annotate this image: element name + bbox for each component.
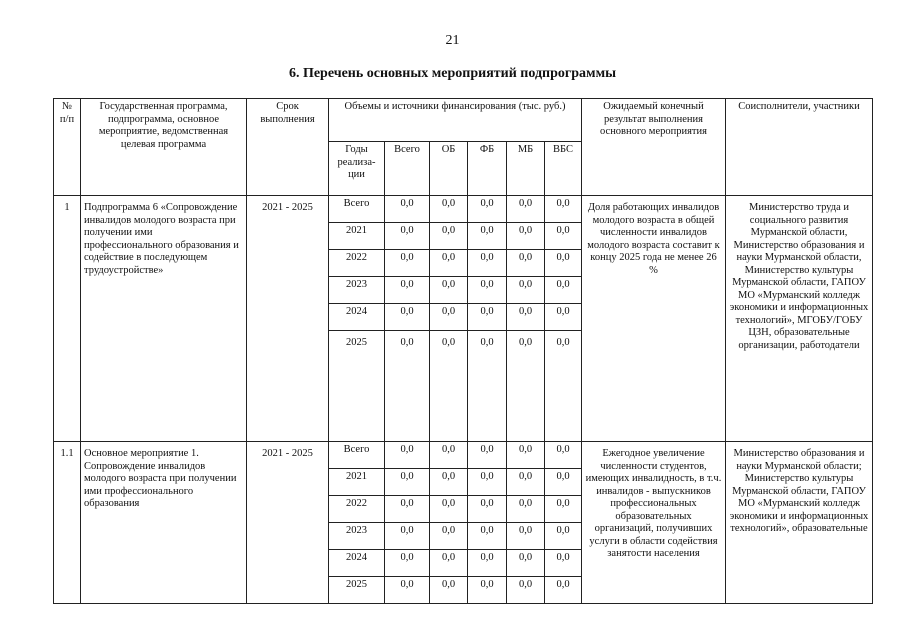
vbs-cell: 0,0 (545, 331, 582, 442)
row-program: Подпрограмма 6 «Сопровождение инвалидов молодого возраста при получении ими профессионального образования и содействие в последующем трудоустройстве» (81, 196, 247, 442)
year-cell: 2023 (329, 277, 385, 304)
year-cell: Всего (329, 442, 385, 469)
page-number: 21 (445, 33, 460, 48)
ob-cell: 0,0 (430, 469, 468, 496)
subheader-fb: ФБ (468, 142, 507, 196)
fb-cell: 0,0 (468, 196, 507, 223)
year-cell: 2025 (329, 577, 385, 604)
ob-cell: 0,0 (430, 496, 468, 523)
vbs-cell: 0,0 (545, 496, 582, 523)
year-cell: Всего (329, 196, 385, 223)
total-cell: 0,0 (385, 496, 430, 523)
mb-cell: 0,0 (507, 277, 545, 304)
fb-cell: 0,0 (468, 523, 507, 550)
header-funding: Объемы и источники финансирования (тыс. руб.) (329, 99, 582, 142)
mb-cell: 0,0 (507, 577, 545, 604)
ob-cell: 0,0 (430, 196, 468, 223)
table-row (54, 196, 873, 223)
subheader-mb: МБ (507, 142, 545, 196)
activities-table (53, 98, 873, 604)
vbs-cell: 0,0 (545, 469, 582, 496)
fb-cell: 0,0 (468, 577, 507, 604)
row-executors: Министерство образования и науки Мурманской области; Министерство культуры Мурманской области, ГАПОУ МО «Мурманский колледж экономики и информационных технологий», образовательные (726, 442, 873, 604)
fb-cell: 0,0 (468, 331, 507, 442)
subheader-years: Годы реализа-ции (329, 142, 385, 196)
year-cell: 2022 (329, 496, 385, 523)
header-term: Срок выполнения (247, 99, 329, 196)
fb-cell: 0,0 (468, 469, 507, 496)
subheader-vbs: ВБС (545, 142, 582, 196)
year-cell: 2024 (329, 550, 385, 577)
total-cell: 0,0 (385, 523, 430, 550)
mb-cell: 0,0 (507, 469, 545, 496)
ob-cell: 0,0 (430, 223, 468, 250)
row-result: Доля работающих инвалидов молодого возраста в общей численности инвалидов молодого возраста составит к концу 2025 года не менее 26 % (582, 196, 726, 442)
mb-cell: 0,0 (507, 523, 545, 550)
ob-cell: 0,0 (430, 550, 468, 577)
vbs-cell: 0,0 (545, 577, 582, 604)
row-term: 2021 - 2025 (247, 196, 329, 442)
row-executors: Министерство труда и социального развития Мурманской области, Министерство образования и науки Мурманской области, Министерство культуры Мурманской области, ГАПОУ МО «Мурманский колледж экономики и информационных технологий», МГОБУ/ГОБУ ЦЗН, образовательные организации, работодатели (726, 196, 873, 442)
mb-cell: 0,0 (507, 196, 545, 223)
total-cell: 0,0 (385, 331, 430, 442)
total-cell: 0,0 (385, 442, 430, 469)
total-cell: 0,0 (385, 196, 430, 223)
table-row (54, 442, 873, 469)
row-number: 1.1 (54, 442, 81, 604)
mb-cell: 0,0 (507, 250, 545, 277)
vbs-cell: 0,0 (545, 223, 582, 250)
vbs-cell: 0,0 (545, 550, 582, 577)
ob-cell: 0,0 (430, 304, 468, 331)
header-executors: Соисполнители, участники (726, 99, 873, 196)
year-cell: 2021 (329, 469, 385, 496)
vbs-cell: 0,0 (545, 304, 582, 331)
header-num: № п/п (54, 99, 81, 196)
total-cell: 0,0 (385, 577, 430, 604)
total-cell: 0,0 (385, 277, 430, 304)
mb-cell: 0,0 (507, 331, 545, 442)
section-title: 6. Перечень основных мероприятий подпрограммы (288, 66, 617, 81)
fb-cell: 0,0 (468, 250, 507, 277)
subheader-ob: ОБ (430, 142, 468, 196)
vbs-cell: 0,0 (545, 523, 582, 550)
vbs-cell: 0,0 (545, 442, 582, 469)
ob-cell: 0,0 (430, 523, 468, 550)
year-cell: 2025 (329, 331, 385, 442)
ob-cell: 0,0 (430, 277, 468, 304)
year-cell: 2022 (329, 250, 385, 277)
mb-cell: 0,0 (507, 496, 545, 523)
row-term: 2021 - 2025 (247, 442, 329, 604)
mb-cell: 0,0 (507, 304, 545, 331)
subheader-total: Всего (385, 142, 430, 196)
fb-cell: 0,0 (468, 304, 507, 331)
header-row (54, 99, 873, 142)
year-cell: 2024 (329, 304, 385, 331)
header-program: Государственная программа, подпрограмма, основное мероприятие, ведомственная целевая программа (81, 99, 247, 196)
year-cell: 2023 (329, 523, 385, 550)
total-cell: 0,0 (385, 550, 430, 577)
fb-cell: 0,0 (468, 223, 507, 250)
total-cell: 0,0 (385, 469, 430, 496)
total-cell: 0,0 (385, 250, 430, 277)
mb-cell: 0,0 (507, 550, 545, 577)
total-cell: 0,0 (385, 223, 430, 250)
row-result: Ежегодное увеличение численности студентов, имеющих инвалидность, в т.ч. инвалидов - выпускников профессиональных образовательных организаций, получивших услуги в области содействия занятости населения (582, 442, 726, 604)
vbs-cell: 0,0 (545, 277, 582, 304)
fb-cell: 0,0 (468, 442, 507, 469)
ob-cell: 0,0 (430, 250, 468, 277)
vbs-cell: 0,0 (545, 250, 582, 277)
fb-cell: 0,0 (468, 496, 507, 523)
mb-cell: 0,0 (507, 442, 545, 469)
vbs-cell: 0,0 (545, 196, 582, 223)
ob-cell: 0,0 (430, 442, 468, 469)
total-cell: 0,0 (385, 304, 430, 331)
row-number: 1 (54, 196, 81, 442)
row-program: Основное мероприятие 1. Сопровождение инвалидов молодого возраста при получении ими профессионального образования (81, 442, 247, 604)
header-result: Ожидаемый конечный результат выполнения основного мероприятия (582, 99, 726, 196)
fb-cell: 0,0 (468, 277, 507, 304)
ob-cell: 0,0 (430, 331, 468, 442)
ob-cell: 0,0 (430, 577, 468, 604)
fb-cell: 0,0 (468, 550, 507, 577)
mb-cell: 0,0 (507, 223, 545, 250)
year-cell: 2021 (329, 223, 385, 250)
